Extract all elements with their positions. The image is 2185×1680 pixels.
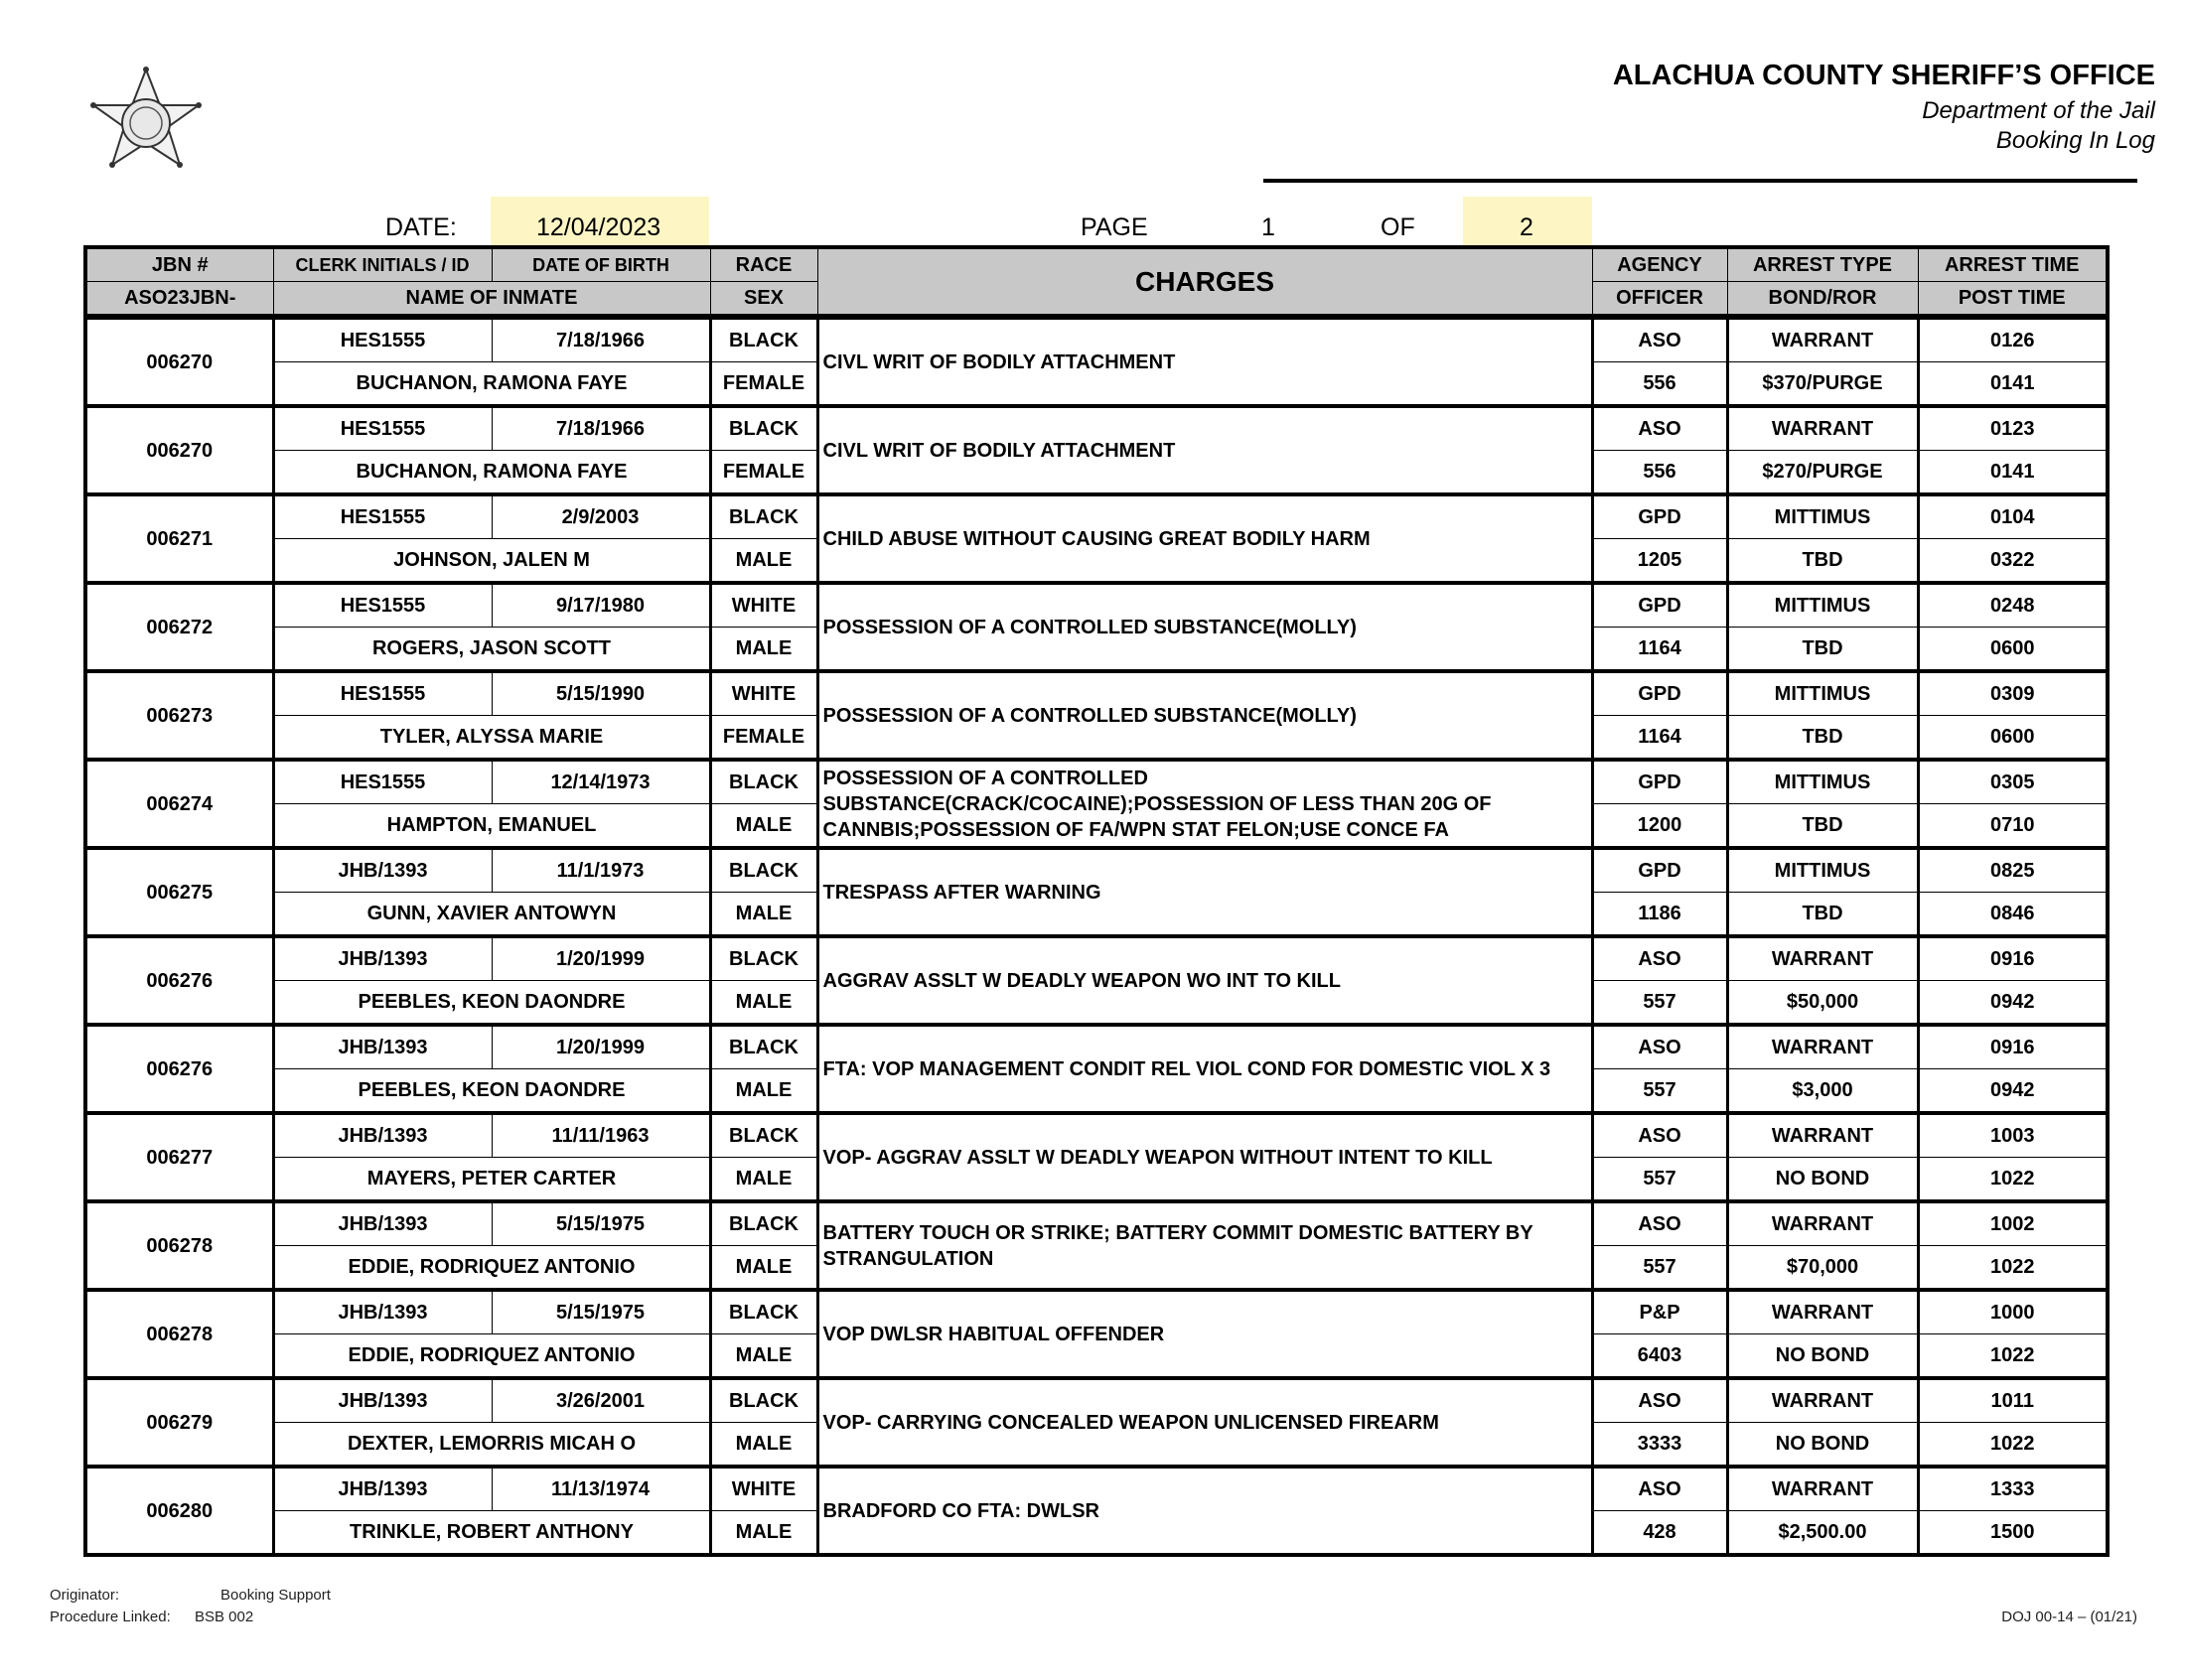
race-cell: BLACK — [710, 1113, 817, 1158]
sex-cell: MALE — [710, 981, 817, 1026]
sheriff-star-badge-icon — [77, 66, 215, 181]
inmate-name-cell: JOHNSON, JALEN M — [273, 539, 710, 584]
agency-cell: ASO — [1592, 1467, 1727, 1511]
agency-cell: ASO — [1592, 1025, 1727, 1069]
table-row — [85, 1201, 2108, 1246]
post-time-cell: 0710 — [1918, 804, 2108, 849]
post-time-cell: 0600 — [1918, 716, 2108, 761]
clerk-cell: JHB/1393 — [273, 1025, 492, 1069]
officer-header: OFFICER — [1592, 282, 1727, 318]
bond-cell: $2,500.00 — [1727, 1511, 1918, 1556]
of-label: OF — [1381, 213, 1415, 241]
dob-cell: 7/18/1966 — [492, 406, 710, 451]
org-title: ALACHUA COUNTY SHERIFF’S OFFICE — [1612, 60, 2155, 91]
race-cell: WHITE — [710, 671, 817, 716]
clerk-cell: JHB/1393 — [273, 1467, 492, 1511]
agency-cell: ASO — [1592, 317, 1727, 362]
table-row — [85, 1378, 2108, 1423]
arrest-time-cell: 0825 — [1918, 848, 2108, 893]
clerk-cell: JHB/1393 — [273, 848, 492, 893]
sex-cell: MALE — [710, 1158, 817, 1202]
dob-cell: 11/1/1973 — [492, 848, 710, 893]
originator-label: Originator: — [50, 1587, 120, 1604]
arrest-time-header: ARREST TIME — [1918, 247, 2108, 282]
charges-cell: AGGRAV ASSLT W DEADLY WEAPON WO INT TO KILL — [817, 936, 1592, 1025]
jbn-cell: 006270 — [85, 317, 273, 406]
agency-cell: ASO — [1592, 1113, 1727, 1158]
race-header: RACE — [710, 247, 817, 282]
table-row — [85, 1025, 2108, 1069]
dob-cell: 5/15/1975 — [492, 1290, 710, 1334]
dob-cell: 7/18/1966 — [492, 317, 710, 362]
dob-cell: 5/15/1990 — [492, 671, 710, 716]
clerk-cell: JHB/1393 — [273, 1378, 492, 1423]
charges-cell: CIVL WRIT OF BODILY ATTACHMENT — [817, 406, 1592, 494]
officer-cell: 1164 — [1592, 628, 1727, 672]
arrest-time-cell: 0916 — [1918, 1025, 2108, 1069]
race-cell: BLACK — [710, 848, 817, 893]
dob-header: DATE OF BIRTH — [492, 247, 710, 282]
table-row — [85, 317, 2108, 362]
agency-header: AGENCY — [1592, 247, 1727, 282]
charges-cell: CHILD ABUSE WITHOUT CAUSING GREAT BODILY HARM — [817, 494, 1592, 583]
charges-cell: BATTERY TOUCH OR STRIKE; BATTERY COMMIT DOMESTIC BATTERY BY STRANGULATION — [817, 1201, 1592, 1290]
sex-cell: MALE — [710, 1334, 817, 1379]
arrest-type-cell: WARRANT — [1727, 1025, 1918, 1069]
inmate-name-cell: GUNN, XAVIER ANTOWYN — [273, 893, 710, 937]
officer-cell: 1200 — [1592, 804, 1727, 849]
bond-cell: TBD — [1727, 716, 1918, 761]
inmate-name-cell: BUCHANON, RAMONA FAYE — [273, 362, 710, 407]
officer-cell: 556 — [1592, 451, 1727, 495]
post-time-cell: 0600 — [1918, 628, 2108, 672]
race-cell: WHITE — [710, 583, 817, 628]
post-time-cell: 1022 — [1918, 1158, 2108, 1202]
jbn-cell: 006276 — [85, 1025, 273, 1113]
jbn-cell: 006276 — [85, 936, 273, 1025]
post-time-cell: 1022 — [1918, 1334, 2108, 1379]
arrest-type-cell: MITTIMUS — [1727, 671, 1918, 716]
jbn-cell: 006280 — [85, 1467, 273, 1555]
table-row — [85, 1113, 2108, 1158]
dob-cell: 11/13/1974 — [492, 1467, 710, 1511]
officer-cell: 557 — [1592, 981, 1727, 1026]
arrest-type-cell: WARRANT — [1727, 936, 1918, 981]
jbn-cell: 006270 — [85, 406, 273, 494]
arrest-time-cell: 0309 — [1918, 671, 2108, 716]
clerk-cell: JHB/1393 — [273, 1113, 492, 1158]
arrest-type-cell: MITTIMUS — [1727, 760, 1918, 804]
charges-cell: FTA: VOP MANAGEMENT CONDIT REL VIOL COND FOR DOMESTIC VIOL X 3 — [817, 1025, 1592, 1113]
arrest-time-cell: 1000 — [1918, 1290, 2108, 1334]
agency-cell: ASO — [1592, 1201, 1727, 1246]
charges-cell: VOP DWLSR HABITUAL OFFENDER — [817, 1290, 1592, 1378]
charges-cell: TRESPASS AFTER WARNING — [817, 848, 1592, 936]
arrest-type-cell: MITTIMUS — [1727, 848, 1918, 893]
race-cell: BLACK — [710, 317, 817, 362]
sex-cell: FEMALE — [710, 451, 817, 495]
arrest-time-cell: 0104 — [1918, 494, 2108, 539]
procedure-label: Procedure Linked: — [50, 1609, 171, 1625]
officer-cell: 557 — [1592, 1246, 1727, 1291]
agency-cell: GPD — [1592, 583, 1727, 628]
officer-cell: 6403 — [1592, 1334, 1727, 1379]
post-time-cell: 1022 — [1918, 1246, 2108, 1291]
sex-cell: MALE — [710, 539, 817, 584]
bond-cell: TBD — [1727, 539, 1918, 584]
race-cell: BLACK — [710, 1025, 817, 1069]
table-row — [85, 1467, 2108, 1511]
officer-cell: 1164 — [1592, 716, 1727, 761]
table-row — [85, 760, 2108, 804]
arrest-time-cell: 0126 — [1918, 317, 2108, 362]
bond-cell: TBD — [1727, 804, 1918, 849]
post-time-cell: 1500 — [1918, 1511, 2108, 1556]
officer-cell: 1205 — [1592, 539, 1727, 584]
race-cell: WHITE — [710, 1467, 817, 1511]
sex-header: SEX — [710, 282, 817, 318]
post-time-cell: 1022 — [1918, 1423, 2108, 1468]
charges-cell: CIVL WRIT OF BODILY ATTACHMENT — [817, 317, 1592, 406]
jbn-cell: 006278 — [85, 1290, 273, 1378]
sex-cell: FEMALE — [710, 362, 817, 407]
agency-cell: GPD — [1592, 848, 1727, 893]
dob-cell: 1/20/1999 — [492, 936, 710, 981]
header-divider — [1263, 179, 2137, 183]
bond-cell: $50,000 — [1727, 981, 1918, 1026]
inmate-name-cell: ROGERS, JASON SCOTT — [273, 628, 710, 672]
post-time-cell: 0141 — [1918, 451, 2108, 495]
procedure-value: BSB 002 — [195, 1609, 254, 1625]
jbn-prefix-header: ASO23JBN- — [85, 282, 273, 318]
clerk-cell: HES1555 — [273, 406, 492, 451]
date-label: DATE: — [385, 213, 457, 241]
dob-cell: 2/9/2003 — [492, 494, 710, 539]
arrest-time-cell: 1333 — [1918, 1467, 2108, 1511]
officer-cell: 1186 — [1592, 893, 1727, 937]
arrest-time-cell: 1002 — [1918, 1201, 2108, 1246]
log-name: Booking In Log — [1995, 127, 2155, 154]
charges-cell: VOP- CARRYING CONCEALED WEAPON UNLICENSED FIREARM — [817, 1378, 1592, 1467]
sex-cell: FEMALE — [710, 716, 817, 761]
race-cell: BLACK — [710, 936, 817, 981]
department-name: Department of the Jail — [1922, 97, 2155, 124]
jbn-cell: 006273 — [85, 671, 273, 760]
booking-log-table — [83, 245, 2110, 1557]
officer-cell: 428 — [1592, 1511, 1727, 1556]
clerk-cell: HES1555 — [273, 671, 492, 716]
table-row — [85, 583, 2108, 628]
jbn-cell: 006275 — [85, 848, 273, 936]
form-code: DOJ 00-14 – (01/21) — [2001, 1609, 2137, 1625]
total-pages: 2 — [1520, 213, 1533, 241]
race-cell: BLACK — [710, 1378, 817, 1423]
inmate-name-cell: PEEBLES, KEON DAONDRE — [273, 1069, 710, 1114]
post-time-header: POST TIME — [1918, 282, 2108, 318]
jbn-cell: 006272 — [85, 583, 273, 671]
table-row — [85, 406, 2108, 451]
bond-cell: $70,000 — [1727, 1246, 1918, 1291]
arrest-type-cell: WARRANT — [1727, 1113, 1918, 1158]
jbn-cell: 006271 — [85, 494, 273, 583]
clerk-cell: JHB/1393 — [273, 1201, 492, 1246]
clerk-cell: HES1555 — [273, 494, 492, 539]
charges-cell: POSSESSION OF A CONTROLLED SUBSTANCE(MOLLY) — [817, 583, 1592, 671]
clerk-cell: HES1555 — [273, 317, 492, 362]
report-date: 12/04/2023 — [536, 213, 661, 241]
arrest-time-cell: 1003 — [1918, 1113, 2108, 1158]
race-cell: BLACK — [710, 1290, 817, 1334]
jbn-cell: 006279 — [85, 1378, 273, 1467]
inmate-name-cell: PEEBLES, KEON DAONDRE — [273, 981, 710, 1026]
bond-cell: TBD — [1727, 893, 1918, 937]
race-cell: BLACK — [710, 1201, 817, 1246]
inmate-name-cell: EDDIE, RODRIQUEZ ANTONIO — [273, 1334, 710, 1379]
page-number: 1 — [1261, 213, 1275, 241]
dob-cell: 9/17/1980 — [492, 583, 710, 628]
agency-cell: GPD — [1592, 494, 1727, 539]
bond-cell: $370/PURGE — [1727, 362, 1918, 407]
agency-cell: ASO — [1592, 1378, 1727, 1423]
sex-cell: MALE — [710, 1069, 817, 1114]
originator-value: Booking Support — [220, 1587, 331, 1604]
post-time-cell: 0322 — [1918, 539, 2108, 584]
bond-cell: NO BOND — [1727, 1423, 1918, 1468]
name-header: NAME OF INMATE — [273, 282, 710, 318]
race-cell: BLACK — [710, 406, 817, 451]
charges-cell: POSSESSION OF A CONTROLLED SUBSTANCE(CRACK/COCAINE);POSSESSION OF LESS THAN 20G OF CANNBIS;POSSESSION OF FA/WPN STAT FELON;USE CONCE FA — [817, 760, 1592, 848]
arrest-type-cell: WARRANT — [1727, 1467, 1918, 1511]
clerk-cell: JHB/1393 — [273, 1290, 492, 1334]
jbn-cell: 006278 — [85, 1201, 273, 1290]
charges-header: CHARGES — [817, 247, 1592, 317]
arrest-type-cell: WARRANT — [1727, 1290, 1918, 1334]
agency-cell: ASO — [1592, 936, 1727, 981]
post-time-cell: 0942 — [1918, 981, 2108, 1026]
arrest-time-cell: 1011 — [1918, 1378, 2108, 1423]
agency-cell: ASO — [1592, 406, 1727, 451]
clerk-cell: HES1555 — [273, 760, 492, 804]
charges-cell: BRADFORD CO FTA: DWLSR — [817, 1467, 1592, 1555]
bond-cell: TBD — [1727, 628, 1918, 672]
dob-cell: 5/15/1975 — [492, 1201, 710, 1246]
inmate-name-cell: BUCHANON, RAMONA FAYE — [273, 451, 710, 495]
officer-cell: 3333 — [1592, 1423, 1727, 1468]
jbn-cell: 006277 — [85, 1113, 273, 1201]
sex-cell: MALE — [710, 893, 817, 937]
race-cell: BLACK — [710, 760, 817, 804]
arrest-time-cell: 0123 — [1918, 406, 2108, 451]
arrest-type-cell: WARRANT — [1727, 406, 1918, 451]
post-time-cell: 0942 — [1918, 1069, 2108, 1114]
jbn-header: JBN # — [85, 247, 273, 282]
arrest-type-cell: WARRANT — [1727, 1201, 1918, 1246]
page-label: PAGE — [1081, 213, 1148, 241]
clerk-header: CLERK INITIALS / ID — [273, 247, 492, 282]
dob-cell: 1/20/1999 — [492, 1025, 710, 1069]
officer-cell: 557 — [1592, 1069, 1727, 1114]
dob-cell: 11/11/1963 — [492, 1113, 710, 1158]
officer-cell: 556 — [1592, 362, 1727, 407]
sex-cell: MALE — [710, 804, 817, 849]
jbn-cell: 006274 — [85, 760, 273, 848]
bond-cell: NO BOND — [1727, 1334, 1918, 1379]
table-row — [85, 671, 2108, 716]
agency-cell: GPD — [1592, 760, 1727, 804]
inmate-name-cell: DEXTER, LEMORRIS MICAH O — [273, 1423, 710, 1468]
bond-cell: NO BOND — [1727, 1158, 1918, 1202]
officer-cell: 557 — [1592, 1158, 1727, 1202]
dob-cell: 3/26/2001 — [492, 1378, 710, 1423]
bond-header: BOND/ROR — [1727, 282, 1918, 318]
table-row — [85, 936, 2108, 981]
post-time-cell: 0141 — [1918, 362, 2108, 407]
bond-cell: $270/PURGE — [1727, 451, 1918, 495]
inmate-name-cell: HAMPTON, EMANUEL — [273, 804, 710, 849]
inmate-name-cell: MAYERS, PETER CARTER — [273, 1158, 710, 1202]
bond-cell: $3,000 — [1727, 1069, 1918, 1114]
arrest-time-cell: 0248 — [1918, 583, 2108, 628]
booking-records — [85, 317, 2108, 1555]
agency-cell: P&P — [1592, 1290, 1727, 1334]
charges-cell: VOP- AGGRAV ASSLT W DEADLY WEAPON WITHOUT INTENT TO KILL — [817, 1113, 1592, 1201]
charges-cell: POSSESSION OF A CONTROLLED SUBSTANCE(MOLLY) — [817, 671, 1592, 760]
inmate-name-cell: EDDIE, RODRIQUEZ ANTONIO — [273, 1246, 710, 1291]
race-cell: BLACK — [710, 494, 817, 539]
arrest-time-cell: 0305 — [1918, 760, 2108, 804]
agency-cell: GPD — [1592, 671, 1727, 716]
arrest-type-cell: MITTIMUS — [1727, 583, 1918, 628]
sex-cell: MALE — [710, 1246, 817, 1291]
table-row — [85, 494, 2108, 539]
inmate-name-cell: TRINKLE, ROBERT ANTHONY — [273, 1511, 710, 1556]
arrest-type-cell: MITTIMUS — [1727, 494, 1918, 539]
arrest-time-cell: 0916 — [1918, 936, 2108, 981]
clerk-cell: HES1555 — [273, 583, 492, 628]
table-row — [85, 848, 2108, 893]
dob-cell: 12/14/1973 — [492, 760, 710, 804]
sex-cell: MALE — [710, 1423, 817, 1468]
post-time-cell: 0846 — [1918, 893, 2108, 937]
sex-cell: MALE — [710, 1511, 817, 1556]
inmate-name-cell: TYLER, ALYSSA MARIE — [273, 716, 710, 761]
table-row — [85, 1290, 2108, 1334]
arrest-type-cell: WARRANT — [1727, 1378, 1918, 1423]
sex-cell: MALE — [710, 628, 817, 672]
arrest-type-cell: WARRANT — [1727, 317, 1918, 362]
clerk-cell: JHB/1393 — [273, 936, 492, 981]
arrest-type-header: ARREST TYPE — [1727, 247, 1918, 282]
